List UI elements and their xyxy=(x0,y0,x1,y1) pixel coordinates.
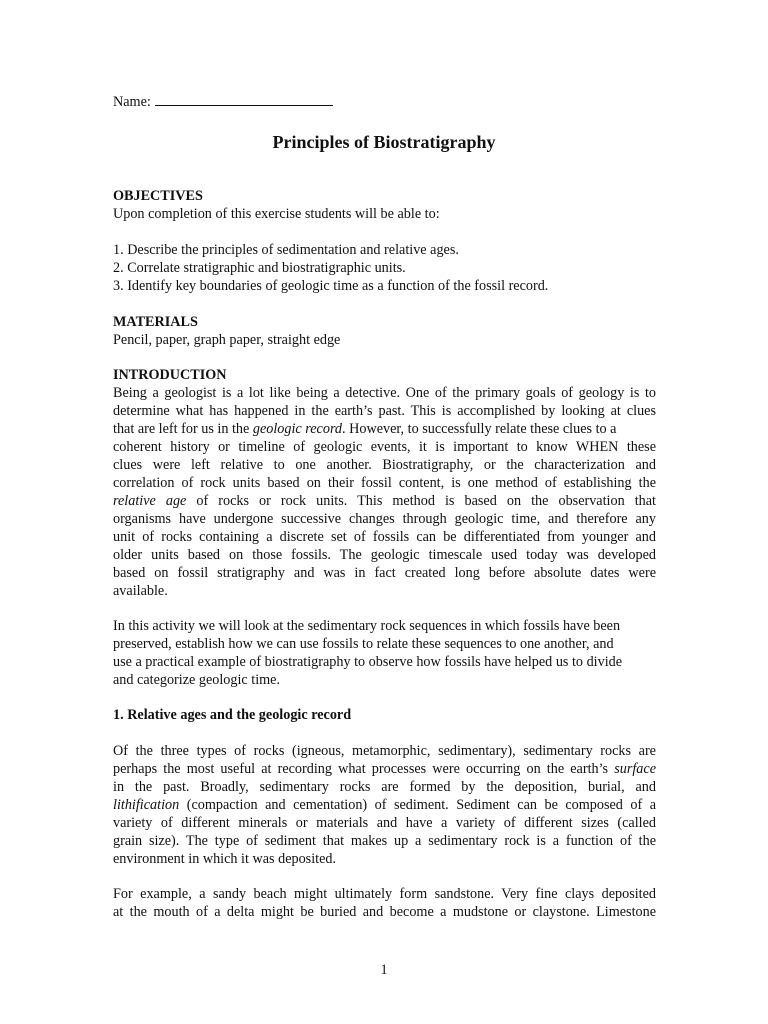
text-span: . However, to successfully relate these clues to a xyxy=(342,421,617,437)
text-line: correlation of rock units based on their fossil content, is one method of establishing the xyxy=(113,475,656,491)
objective-item: 3. Identify key boundaries of geologic time as a function of the fossil record. xyxy=(113,278,549,294)
text-line: use a practical example of biostratigraphy to observe how fossils have helped us to divide xyxy=(113,654,623,670)
text-line: in the past. Broadly, sedimentary rocks are formed by the deposition, burial, and xyxy=(113,779,656,795)
text-line: older units based on those fossils. The geologic timescale used today was developed xyxy=(113,547,656,563)
text-line: In this activity we will look at the sedimentary rock sequences in which fossils have been xyxy=(113,618,621,634)
italic-term: lithification xyxy=(113,797,180,813)
text-line: clues were left relative to one another. Biostratigraphy, or the characterization and xyxy=(113,457,656,473)
materials-heading: MATERIALS xyxy=(113,314,198,330)
text-line: preserved, establish how we can use fossils to relate these sequences to one another, and xyxy=(113,636,614,652)
text-line: coherent history or timeline of geologic events, it is important to know WHEN these xyxy=(113,439,656,455)
objectives-heading: OBJECTIVES xyxy=(113,188,203,204)
text-line: unit of rocks containing a discrete set of fossils can be differentiated from younger and xyxy=(113,529,656,545)
text-line: Of the three types of rocks (igneous, metamorphic, sedimentary), sedimentary rocks are xyxy=(113,743,656,759)
text-line: environment in which it was deposited. xyxy=(113,851,337,867)
italic-term: geologic record xyxy=(252,421,343,437)
text-line: grain size). The type of sediment that makes up a sedimentary rock is a function of the xyxy=(113,833,656,849)
introduction-heading: INTRODUCTION xyxy=(113,367,227,383)
text-line: at the mouth of a delta might be buried and become a mudstone or claystone. Limestone xyxy=(113,904,656,920)
text-span: perhaps the most useful at recording what processes were occurring on the earth’s xyxy=(113,761,609,777)
text-line: and categorize geologic time. xyxy=(113,672,281,688)
text-line: available. xyxy=(113,583,168,599)
text-line: determine what has happened in the earth’s past. This is accomplished by looking at clues xyxy=(113,403,656,419)
italic-term: relative age xyxy=(113,493,187,509)
section-1-heading: 1. Relative ages and the geologic record xyxy=(113,707,352,723)
text-line: based on fossil stratigraphy and was in fact created long before absolute dates were xyxy=(113,565,656,581)
name-field xyxy=(113,92,656,111)
page-title: Principles of Biostratigraphy xyxy=(272,132,496,152)
materials-text: Pencil, paper, graph paper, straight edge xyxy=(113,332,341,348)
text-line: organisms have undergone successive changes through geologic time, and therefore any xyxy=(113,511,656,527)
text-line xyxy=(113,760,656,778)
text-line xyxy=(113,420,656,438)
objectives-intro: Upon completion of this exercise students will be able to: xyxy=(113,206,440,222)
page-number: 1 xyxy=(380,962,388,978)
text-span: (compaction and cementation) of sediment. Sediment can be composed of a xyxy=(186,797,656,813)
name-label: Name: xyxy=(113,94,151,110)
name-blank-line xyxy=(155,92,333,106)
text-line: variety of different minerals or materials and have a variety of different sizes (called xyxy=(113,815,656,831)
objective-item: 1. Describe the principles of sedimentation and relative ages. xyxy=(113,242,459,258)
objective-item: 2. Correlate stratigraphic and biostratigraphic units. xyxy=(113,260,406,276)
text-line: Being a geologist is a lot like being a detective. One of the primary goals of geology is to xyxy=(113,385,656,401)
text-line xyxy=(113,796,656,814)
text-span: of rocks or rock units. This method is based on the observation that xyxy=(196,493,656,509)
text-line xyxy=(113,492,656,510)
text-line: For example, a sandy beach might ultimately form sandstone. Very fine clays deposited xyxy=(113,886,656,902)
text-span: that are left for us in the xyxy=(113,421,250,437)
italic-term: surface xyxy=(614,761,656,777)
